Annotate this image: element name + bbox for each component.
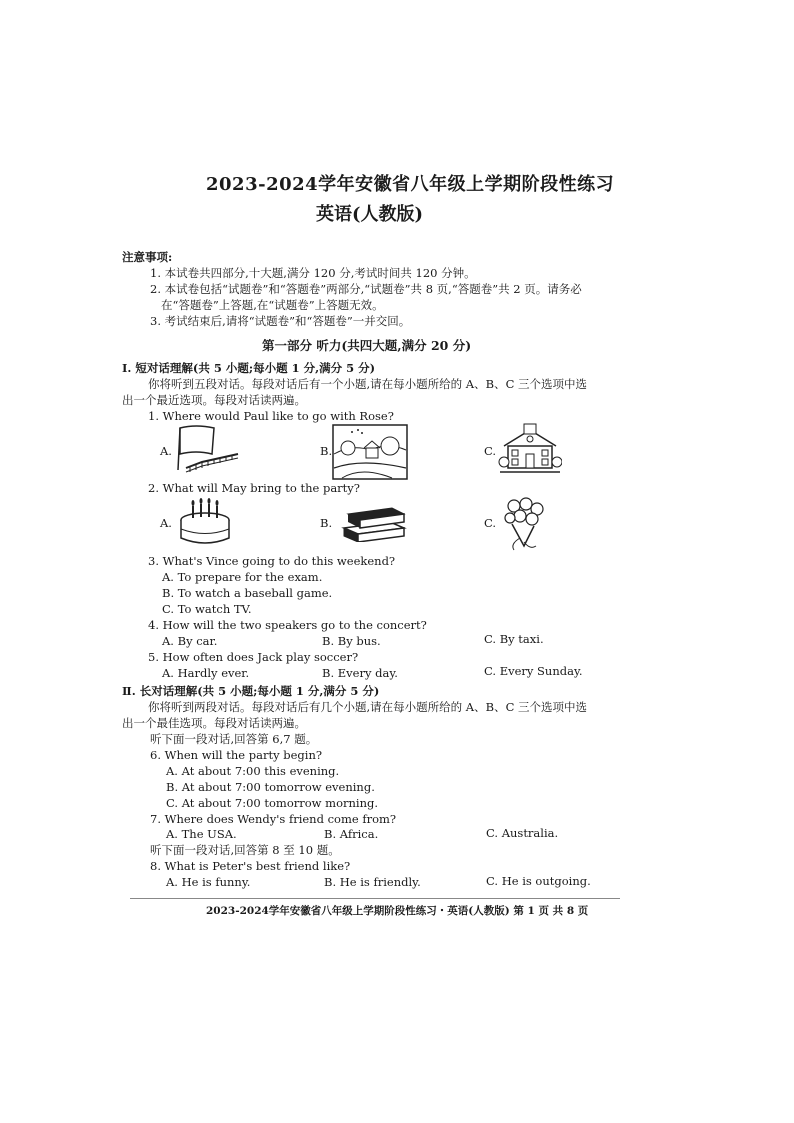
- part1-heading: 第一部分 听力(共四大题,满分 20 分): [262, 338, 472, 353]
- page-title: 2023-2024学年安徽省八年级上学期阶段性练习: [206, 174, 615, 195]
- question-2: 2. What will May bring to the party?: [148, 481, 360, 495]
- q7-option-b: B. Africa.: [324, 827, 379, 841]
- question-1: 1. Where would Paul like to go with Rose?: [148, 409, 394, 423]
- question-4: 4. How will the two speakers go to the concert?: [148, 618, 427, 632]
- question-5: 5. How often does Jack play soccer?: [148, 650, 359, 664]
- q2-option-a-label: A.: [160, 516, 172, 530]
- q6-option-a: A. At about 7:00 this evening.: [166, 764, 340, 778]
- q1-option-c-label: C.: [484, 444, 497, 458]
- section1-instruction-cont: 出一个最近选项。每段对话读两遍。: [122, 393, 306, 407]
- q7-option-c: C. Australia.: [486, 826, 559, 840]
- page-subtitle: 英语(人教版): [316, 204, 424, 225]
- q6-option-c: C. At about 7:00 tomorrow morning.: [166, 796, 379, 810]
- q7-option-a: A. The USA.: [166, 827, 237, 841]
- q8-option-a: A. He is funny.: [166, 875, 251, 889]
- section2-lead-1: 听下面一段对话,回答第 6,7 题。: [150, 732, 318, 746]
- question-7: 7. Where does Wendy's friend come from?: [150, 812, 397, 826]
- section2-heading: Ⅱ. 长对话理解(共 5 小题;每小题 1 分,满分 5 分): [122, 684, 380, 698]
- notice-heading: 注意事项:: [122, 250, 173, 264]
- school-building-icon: [498, 420, 562, 476]
- q5-option-a: A. Hardly ever.: [162, 666, 250, 680]
- section1-heading: Ⅰ. 短对话理解(共 5 小题;每小题 1 分,满分 5 分): [122, 361, 376, 375]
- q4-option-b: B. By bus.: [322, 634, 381, 648]
- q3-option-a: A. To prepare for the exam.: [162, 570, 323, 584]
- notice-item-2-cont: 在“答题卷”上答题,在“试题卷”上答题无效。: [161, 298, 384, 312]
- question-6: 6. When will the party begin?: [150, 748, 323, 762]
- q1-option-a-label: A.: [160, 444, 172, 458]
- notice-item-1: 1. 本试卷共四部分,十大题,满分 120 分,考试时间共 120 分钟。: [150, 266, 476, 280]
- notice-item-3: 3. 考试结束后,请将“试题卷”和“答题卷”一并交回。: [150, 314, 411, 328]
- country-village-icon: [332, 424, 408, 480]
- q2-option-c-label: C.: [484, 516, 497, 530]
- q3-option-c: C. To watch TV.: [162, 602, 252, 616]
- flower-bouquet-icon: [500, 496, 548, 554]
- question-8: 8. What is Peter's best friend like?: [150, 859, 351, 873]
- q5-option-b: B. Every day.: [322, 666, 398, 680]
- q6-option-b: B. At about 7:00 tomorrow evening.: [166, 780, 375, 794]
- q2-option-b-label: B.: [320, 516, 333, 530]
- section2-lead-2: 听下面一段对话,回答第 8 至 10 题。: [150, 843, 340, 857]
- question-3: 3. What's Vince going to do this weekend?: [148, 554, 396, 568]
- footer-divider: [130, 898, 620, 899]
- q5-option-c: C. Every Sunday.: [484, 664, 583, 678]
- q1-option-b-label: B.: [320, 444, 333, 458]
- section2-instruction-cont: 出一个最佳选项。每段对话读两遍。: [122, 716, 306, 730]
- q8-option-b: B. He is friendly.: [324, 875, 421, 889]
- notice-item-2: 2. 本试卷包括“试题卷”和“答题卷”两部分,“试题卷”共 8 页,“答题卷”共 2 页。请务必: [150, 282, 582, 296]
- books-icon: [340, 502, 408, 542]
- q4-option-a: A. By car.: [162, 634, 218, 648]
- q3-option-b: B. To watch a baseball game.: [162, 586, 333, 600]
- section1-instruction: 你将听到五段对话。每段对话后有一个小题,请在每小题所给的 A、B、C 三个选项中选: [148, 377, 588, 391]
- section2-instruction: 你将听到两段对话。每段对话后有几个小题,请在每小题所给的 A、B、C 三个选项中选: [148, 700, 588, 714]
- q8-option-c: C. He is outgoing.: [486, 874, 591, 888]
- page-footer: 2023-2024学年安徽省八年级上学期阶段性练习・英语(人教版) 第 1 页 共 8 页: [206, 905, 589, 917]
- q4-option-c: C. By taxi.: [484, 632, 544, 646]
- birthday-cake-icon: [176, 498, 234, 548]
- great-wall-flag-icon: [172, 424, 242, 476]
